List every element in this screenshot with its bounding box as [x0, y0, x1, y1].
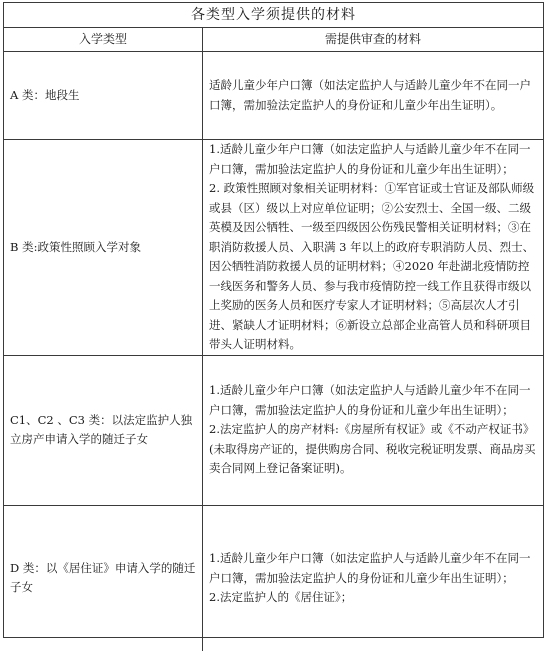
header-admission-type: 入学类型 [4, 28, 203, 52]
row-d-materials [203, 505, 544, 651]
materials-table-document [3, 2, 544, 638]
materials-table [4, 28, 543, 651]
table-title: 各类型入学须提供的材料 [4, 3, 543, 28]
row-b-material-2: 2. 政策性照顾对象相关证明材料：①军官证或士官证及部队师级或县（区）级以上对应单位证明；②公安烈士、全国一级、二级英模及因公牺牲、一级至四级因公伤残民警相关证明材料；③在职消防救援人员、入职满 3 年以上的政府专职消防人员、烈士、因公牺牲消防救援人员的证明材料；④2020 年赴湖北疫情防控一线医务和警务人员、参与我市疫情防控一线工作且获得市级以上奖励的医务人员和医疗专家人才证明材料；⑤高层次人才引进、紧缺人才证明材料；⑥新设立总部企业高管人员和科研项目带头人证明材料。 [209, 181, 535, 351]
table-row-d [4, 505, 543, 651]
row-d-type: D 类：以《居住证》申请入学的随迁子女 [4, 505, 203, 651]
row-b-type: B 类:政策性照顾入学对象 [4, 140, 203, 356]
row-d-material-1: 1.适龄儿童少年户口簿（如法定监护人与适龄儿童少年不在同一户口簿，需加验法定监护人的身份证和儿童少年出生证明）； [209, 551, 531, 585]
row-a-type: A 类：地段生 [4, 52, 203, 140]
row-c-materials [203, 355, 544, 505]
row-b-material-1: 1.适龄儿童少年户口簿（如法定监护人与适龄儿童少年不在同一户口簿，需加验法定监护人的身份证和儿童少年出生证明）； [209, 142, 531, 176]
row-a-material-1: 适龄儿童少年户口簿（如法定监护人与适龄儿童少年不在同一户口簿，需加验法定监护人的身份证和儿童少年出生证明）。 [209, 78, 531, 112]
table-header-row [4, 28, 543, 52]
row-c-type: C1、C2 、C3 类：以法定监护人独立房产申请入学的随迁子女 [4, 355, 203, 505]
row-b-materials [203, 140, 544, 356]
row-c-material-2: 2.法定监护人的房产材料:《房屋所有权证》或《不动产权证书》(未取得房产证的，提供购房合同、税收完税证明发票、商品房买卖合同网上登记备案证明)。 [209, 422, 536, 476]
row-d-material-2: 2.法定监护人的《居住证》； [209, 590, 353, 604]
table-row-b [4, 140, 543, 356]
row-a-materials [203, 52, 544, 140]
header-required-materials: 需提供审查的材料 [203, 28, 544, 52]
table-row-c [4, 355, 543, 505]
row-c-material-1: 1.适龄儿童少年户口簿（如法定监护人与适龄儿童少年不在同一户口簿，需加验法定监护人的身份证和儿童少年出生证明）； [209, 383, 531, 417]
table-row-a [4, 52, 543, 140]
